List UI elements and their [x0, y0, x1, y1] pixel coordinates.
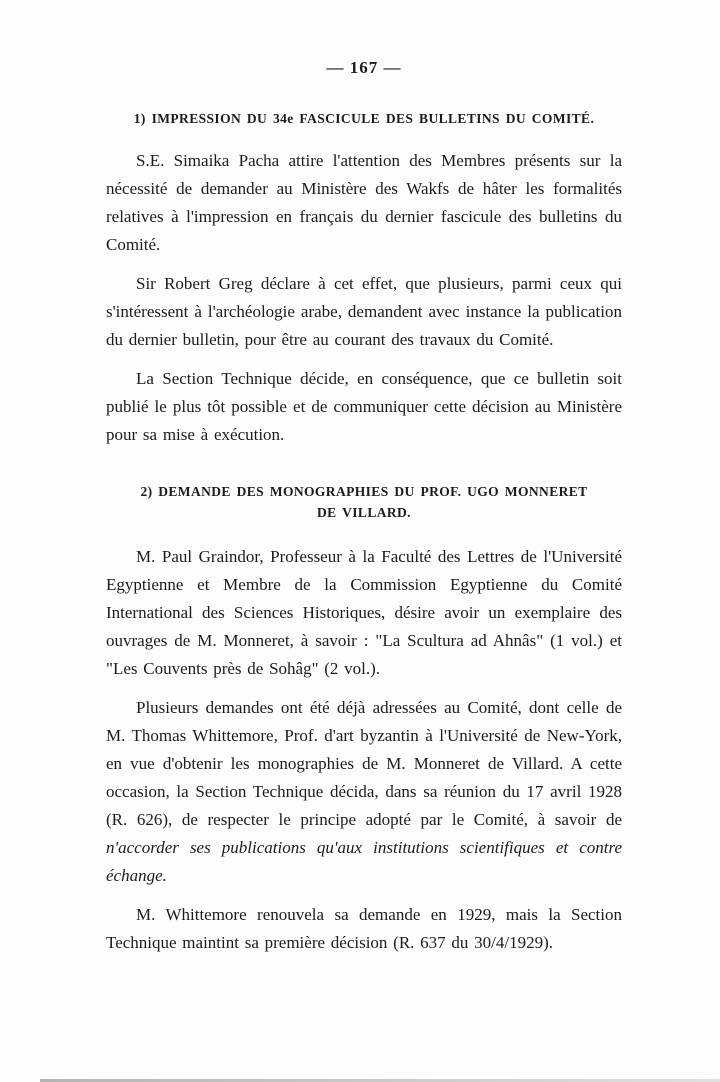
- page-number: — 167 —: [326, 58, 402, 77]
- section-1-heading: 1) IMPRESSION DU 34e FASCICULE DES BULLETINS DU COMITÉ.: [133, 111, 595, 126]
- section-2-paragraph-1: M. Paul Graindor, Professeur à la Faculté des Lettres de l'Université Egyptienne et Membre de la Commission Egyptienne du Comité International des Sciences Historiques, désire avoir un exemplaire des ouvrages de M. Monneret, à savoir : "La Scultura ad Ahnâs" (1 vol.) et "Les Couvents près de Sohâg" (2 vol.).: [106, 547, 622, 678]
- section-2-paragraph-2-normal-text: Plusieurs demandes ont été déjà adressées au Comité, dont celle de M. Thomas Whittemore, Prof. d'art byzantin à l'Université de New-York, en vue d'obtenir les monographies de M. Monneret de Villard. A cette occasion, la Section Technique décida, dans sa réunion du 17 avril 1928 (R. 626), de respecter le principe adopté par le Comité, à savoir de: [106, 698, 622, 829]
- section-2-paragraph-2-italic-text: n'accorder ses publications qu'aux institutions scientifiques et contre échange.: [106, 838, 622, 885]
- section-1-paragraph-2: Sir Robert Greg déclare à cet effet, que plusieurs, parmi ceux qui s'intéressent à l'archéologie arabe, demandent avec instance la publication du dernier bulletin, pour être au courant des travaux du Comité.: [106, 274, 622, 349]
- section-2-paragraph-2: [106, 694, 622, 890]
- section-1-paragraph-1: S.E. Simaika Pacha attire l'attention des Membres présents sur la nécessité de demander au Ministère des Wakfs de hâter les formalités relatives à l'impression en français du dernier fascicule des bulletins du Comité.: [106, 151, 622, 254]
- section-2-heading: [106, 481, 622, 523]
- section-2-heading-line-1: 2) DEMANDE DES MONOGRAPHIES DU PROF. UGO MONNERET: [140, 484, 588, 499]
- section-1-paragraph-3: La Section Technique décide, en conséquence, que ce bulletin soit publié le plus tôt possible et de communiquer cette décision au Ministère pour sa mise à exécution.: [106, 369, 622, 444]
- section-2-heading-line-2: DE VILLARD.: [317, 505, 411, 520]
- section-2-paragraph-3: M. Whittemore renouvela sa demande en 1929, mais la Section Technique maintint sa première décision (R. 637 du 30/4/1929).: [106, 905, 622, 952]
